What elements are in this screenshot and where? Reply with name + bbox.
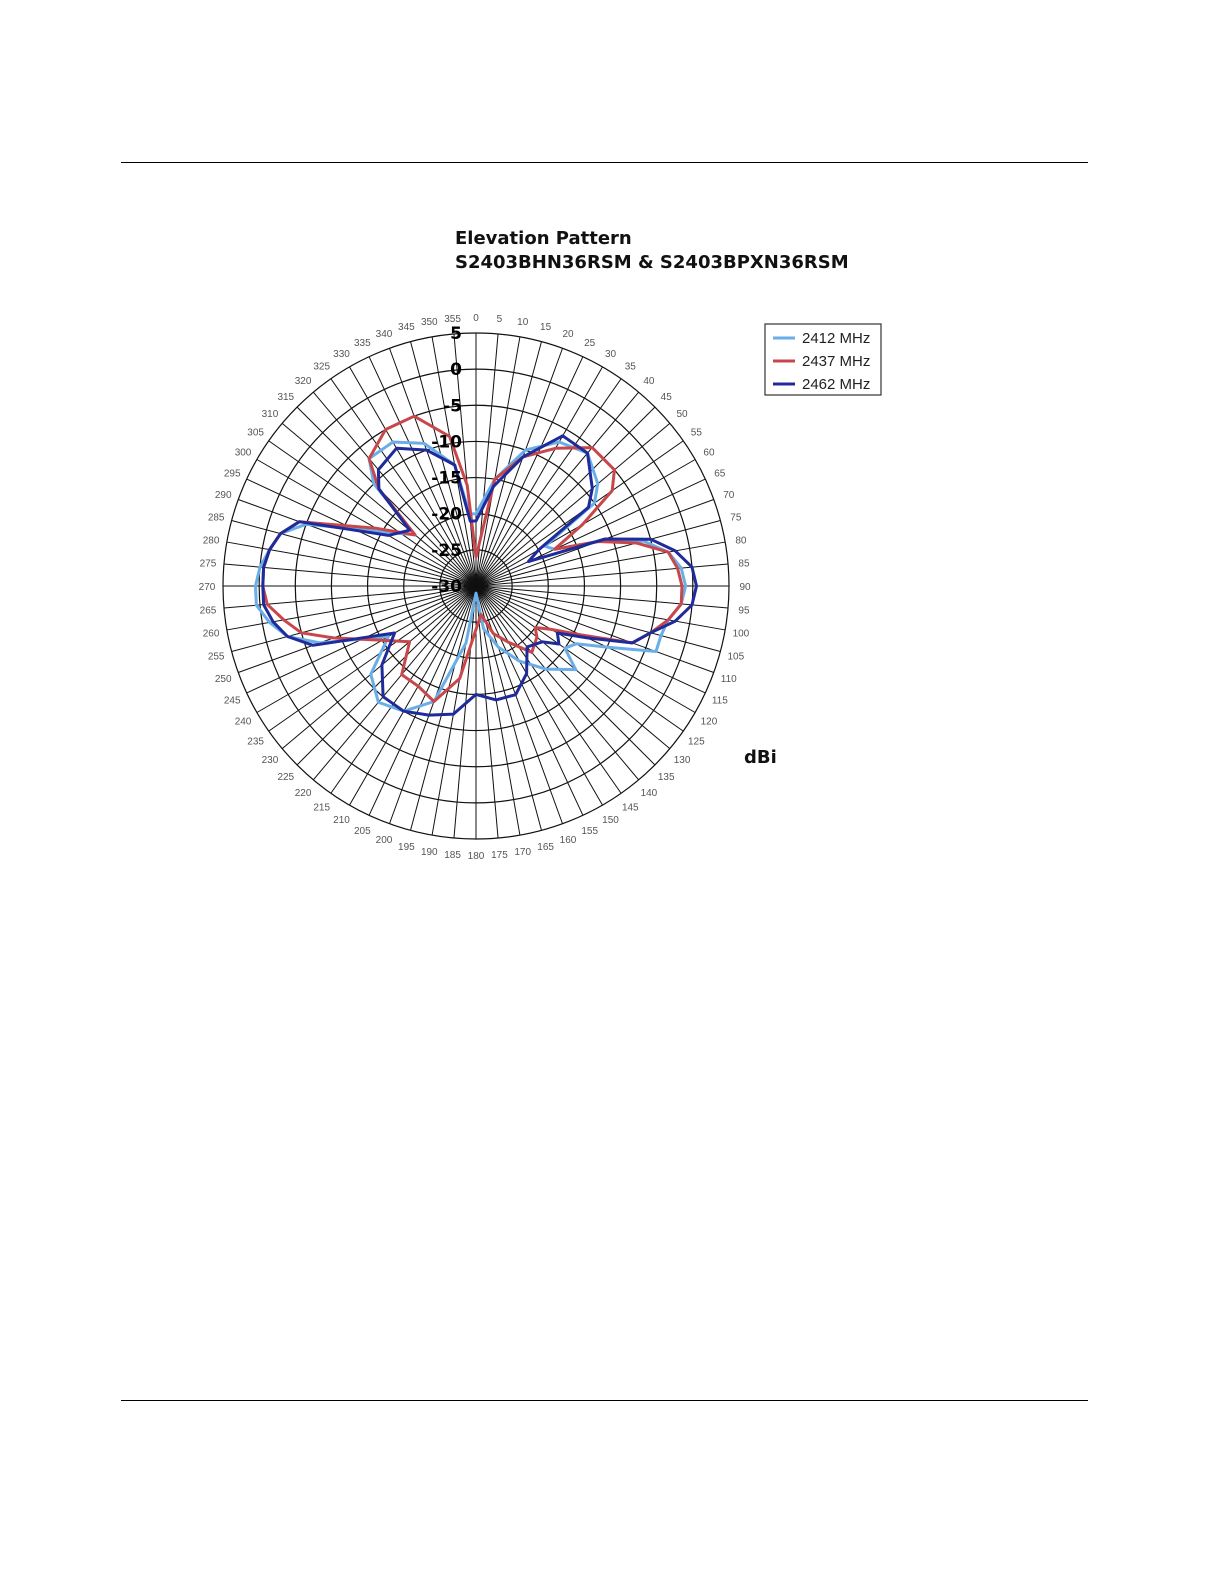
angle-tick-label: 95 [738,605,750,617]
grid-spoke [411,586,476,830]
angle-tick-label: 240 [234,716,252,728]
chart-subtitle: S2403BHN36RSM & S2403BPXN36RSM [455,252,849,273]
unit-label: dBi [744,747,777,768]
angle-tick-label: 295 [223,468,241,480]
angle-tick-label: 260 [202,628,220,640]
radial-tick-label: -20 [431,504,462,525]
angle-tick-label: 245 [223,695,241,707]
angle-tick-label: 75 [730,512,742,524]
angle-tick-label: 5 [496,314,503,326]
angle-tick-label: 175 [491,849,508,861]
angle-tick-label: 230 [261,754,279,766]
angle-tick-label: 350 [420,317,438,329]
angle-tick-label: 185 [444,849,461,861]
angle-tick-label: 275 [199,558,217,570]
angle-tick-label: 65 [714,468,726,480]
angle-tick-label: 310 [261,409,279,421]
angle-tick-label: 120 [700,716,718,728]
angle-tick-label: 320 [294,375,312,387]
radial-tick-label: 0 [450,360,462,381]
angle-tick-label: 135 [657,772,675,784]
angle-tick-label: 200 [375,834,393,846]
legend-entry: 2437 MHz [802,353,871,370]
angle-tick-label: 335 [353,338,371,350]
radial-tick-label: -5 [443,396,462,417]
angle-tick-label: 70 [723,489,735,501]
grid-spoke [476,342,541,586]
angle-tick-label: 300 [234,447,252,459]
angle-tick-label: 345 [398,322,415,334]
angle-tick-label: 235 [247,736,264,748]
angle-tick-label: 330 [333,349,350,361]
angle-tick-label: 105 [727,651,745,663]
angle-tick-label: 290 [214,489,232,501]
radial-tick-label: -30 [431,577,462,597]
radial-tick-label: -10 [431,432,462,453]
angle-tick-label: 355 [444,314,461,326]
angle-tick-label: 50 [676,409,688,421]
chart-title: Elevation Pattern [455,228,632,249]
grid-spoke [369,586,476,815]
angle-tick-label: 325 [313,361,331,373]
angle-tick-label: 180 [467,851,485,862]
angle-tick-label: 220 [294,788,312,800]
angle-tick-label: 100 [732,628,750,640]
angle-tick-label: 215 [313,802,331,814]
angle-tick-label: 155 [581,825,599,837]
polar-grid [223,333,729,839]
angle-tick-label: 125 [688,736,705,748]
angle-tick-label: 90 [739,582,751,593]
angle-tick-label: 195 [398,841,415,853]
angle-tick-label: 115 [711,695,728,707]
angle-tick-label: 165 [537,841,554,853]
angle-tick-label: 35 [624,361,636,373]
angle-tick-label: 315 [277,391,295,403]
angle-tick-label: 85 [738,558,750,570]
angle-tick-label: 170 [514,846,532,858]
angle-tick-label: 255 [207,651,225,663]
angle-tick-label: 80 [735,535,747,547]
angle-tick-label: 305 [247,427,264,439]
angle-tick-label: 250 [214,674,232,686]
angle-tick-label: 40 [643,375,655,387]
angle-tick-label: 145 [621,802,639,814]
angle-tick-label: 270 [198,582,216,593]
angle-tick-label: 140 [640,788,658,800]
radial-tick-label: 5 [450,324,462,344]
radial-tick-label: -15 [431,468,462,489]
angle-tick-label: 0 [473,313,479,324]
angle-tick-label: 265 [199,605,217,617]
angle-tick-label: 15 [540,322,552,334]
angle-tick-label: 30 [604,349,617,361]
angle-tick-label: 225 [277,772,295,784]
angle-tick-label: 10 [517,317,529,329]
angle-tick-label: 110 [720,674,737,686]
legend-entry: 2462 MHz [802,376,871,393]
angle-tick-label: 160 [559,834,577,846]
angle-tick-label: 55 [690,427,702,439]
legend [765,324,881,395]
angle-tick-label: 205 [353,825,371,837]
angle-tick-label: 150 [602,814,619,826]
angle-tick-label: 280 [202,535,220,547]
angle-tick-label: 130 [673,754,691,766]
angle-tick-label: 60 [703,447,715,459]
bottom-rule [121,1400,1088,1401]
angle-tick-label: 190 [420,846,438,858]
angle-tick-label: 285 [207,512,225,524]
angle-tick-label: 20 [562,329,574,341]
grid-spoke [476,586,583,815]
angle-tick-label: 210 [333,814,350,826]
angle-tick-label: 45 [660,391,672,403]
angle-tick-label: 25 [584,338,596,350]
legend-entry: 2412 MHz [802,330,871,347]
radial-tick-label: -25 [431,540,462,561]
angle-tick-label: 340 [375,329,393,341]
